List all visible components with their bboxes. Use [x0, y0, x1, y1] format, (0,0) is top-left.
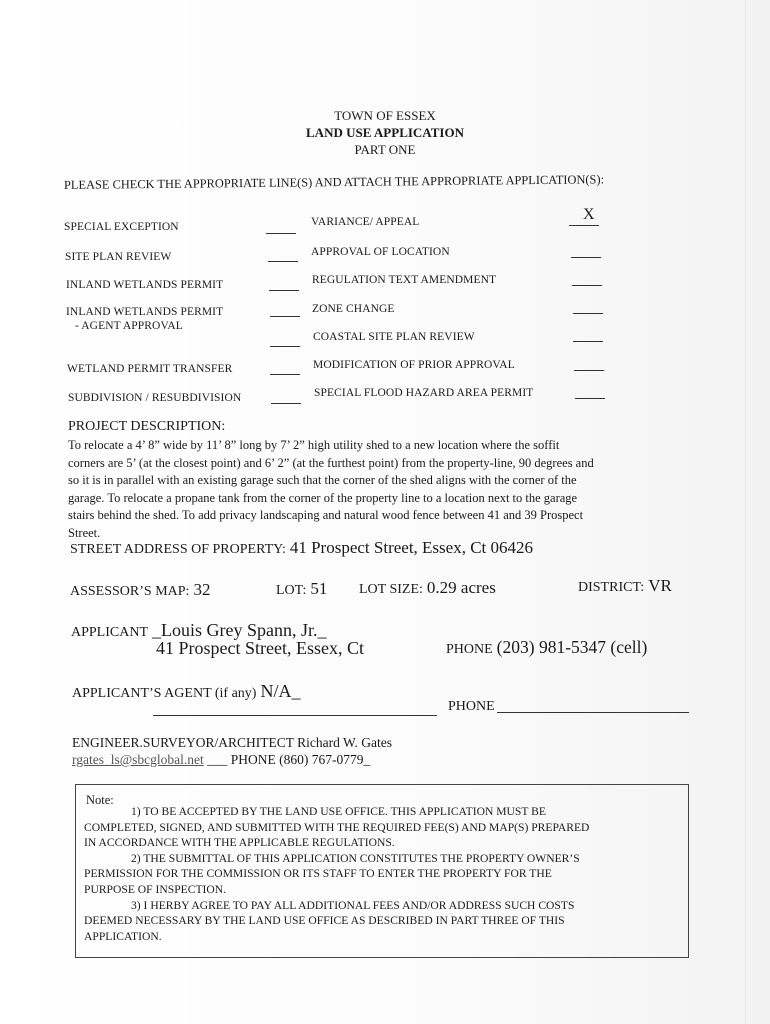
agent-phone-blank-line[interactable] [497, 712, 689, 713]
agent-blank-line[interactable] [153, 715, 437, 716]
project-description-line: Street. [68, 525, 101, 540]
note-line: 3) I HERBY AGREE TO PAY ALL ADDITIONAL FEES AND/OR ADDRESS SUCH COSTS [131, 898, 575, 912]
lot-label: LOT: [276, 583, 307, 598]
check-label-regulation-text: REGULATION TEXT AMENDMENT [312, 274, 497, 286]
assessor-map-field [70, 580, 210, 600]
check-label-wetland-transfer: WETLAND PERMIT TRANSFER [67, 363, 233, 375]
note-body [84, 804, 682, 944]
lot-size-label: LOT SIZE: [359, 582, 423, 597]
street-address-row [70, 538, 533, 558]
check-line-modification[interactable] [574, 370, 604, 371]
applicant-phone-label: PHONE [446, 642, 493, 657]
check-line-wetland-transfer[interactable] [270, 374, 300, 375]
lot-field [276, 579, 327, 599]
check-line-coastal-left[interactable] [270, 346, 300, 347]
engineer-label: ENGINEER.SURVEYOR/ARCHITECT [72, 735, 294, 750]
district-value: VR [648, 576, 672, 595]
check-line-coastal-site-plan[interactable] [573, 341, 603, 342]
engineer-email-link[interactable]: rgates_ls@sbcglobal.net [72, 752, 204, 767]
agent-phone-label: PHONE [448, 699, 495, 714]
agent-label: APPLICANT’S AGENT (if any) [72, 686, 257, 701]
assessor-map-label: ASSESSOR’S MAP: [70, 584, 190, 599]
project-description-line: so it is in parallel with an existing garage such that the corner of the shed aligns with the corner of the [68, 473, 577, 487]
form-part: PART ONE [354, 142, 416, 157]
check-line-inland-wetlands-agent[interactable] [270, 316, 300, 317]
note-line: DEEMED NECESSARY BY THE LAND USE OFFICE AS DESCRIBED IN PART THREE OF THIS [84, 914, 565, 928]
check-line-approval-location[interactable] [571, 257, 601, 258]
district-field [578, 576, 672, 596]
check-line-flood-hazard[interactable] [575, 398, 605, 399]
engineer-row [72, 735, 392, 751]
check-label-site-plan-review: SITE PLAN REVIEW [65, 251, 172, 263]
district-label: DISTRICT: [578, 580, 645, 595]
check-label-subdivision: SUBDIVISION / RESUBDIVISION [68, 392, 242, 404]
engineer-contact-row [72, 752, 370, 768]
project-description-line: stairs behind the shed. To add privacy landscaping and natural wood fence between 41 and 39 Prospect [68, 508, 584, 522]
check-label-special-exception: SPECIAL EXCEPTION [64, 221, 179, 233]
check-label-flood-hazard: SPECIAL FLOOD HAZARD AREA PERMIT [314, 387, 534, 399]
project-description-line: corners are 5’ (at the closest point) and 6’ 2” (at the furthest point) from the property-line, 90 degrees and [68, 455, 594, 470]
check-line-inland-wetlands[interactable] [269, 290, 299, 291]
note-line: COMPLETED, SIGNED, AND SUBMITTED WITH THE REQUIRED FEE(S) AND MAP(S) PREPARED [84, 820, 590, 834]
check-label-zone-change: ZONE CHANGE [312, 303, 395, 315]
applicant-phone-value: (203) 981-5347 (cell) [496, 637, 648, 657]
project-description-line: To relocate a 4’ 8” wide by 11’ 8” long by 7’ 2” high utility shed to a new location where the soffit [68, 438, 560, 452]
check-mark-variance-appeal: X [583, 206, 595, 223]
check-label-inland-wetlands-agent: INLAND WETLANDS PERMIT [66, 306, 224, 318]
check-label-variance-appeal: VARIANCE/ APPEAL [311, 216, 420, 228]
check-line-variance-appeal[interactable] [569, 225, 599, 226]
applicant-label: APPLICANT [71, 625, 149, 640]
note-line: APPLICATION. [84, 929, 162, 943]
engineer-phone: ___ PHONE (860) 767-0779_ [207, 752, 371, 767]
note-line: PERMISSION FOR THE COMMISSION OR ITS STAFF TO ENTER THE PROPERTY FOR THE [84, 867, 552, 881]
project-description-text [68, 437, 693, 542]
project-description-heading: PROJECT DESCRIPTION: [68, 419, 226, 434]
street-address-value: 41 Prospect Street, Essex, Ct 06426 [289, 538, 534, 557]
note-line: PURPOSE OF INSPECTION. [84, 882, 227, 896]
check-line-site-plan-review[interactable] [268, 261, 298, 262]
agent-row [72, 681, 300, 702]
note-line: IN ACCORDANCE WITH THE APPLICABLE REGULATIONS. [84, 836, 395, 850]
applicant-name: _Louis Grey Spann, Jr._ [152, 620, 327, 640]
town-heading: TOWN OF ESSEX [334, 108, 436, 123]
check-sublabel-agent-approval: - AGENT APPROVAL [75, 320, 183, 332]
note-heading: Note: [86, 793, 114, 807]
check-line-zone-change[interactable] [573, 313, 603, 314]
project-description-line: garage. To relocate a propane tank from the corner of the property line to a location next to the garage [68, 490, 578, 505]
check-line-regulation-text[interactable] [572, 285, 602, 286]
note-line: 2) THE SUBMITTAL OF THIS APPLICATION CONSTITUTES THE PROPERTY OWNER’S [131, 851, 580, 865]
check-line-special-exception[interactable] [266, 233, 296, 234]
agent-value: N/A_ [260, 681, 301, 701]
check-label-modification: MODIFICATION OF PRIOR APPROVAL [313, 359, 515, 371]
form-title: LAND USE APPLICATION [306, 125, 464, 140]
street-address-label: STREET ADDRESS OF PROPERTY: [70, 542, 286, 557]
lot-size-field [359, 578, 496, 598]
lot-size-value: 0.29 acres [426, 578, 496, 597]
applicant-phone-row [446, 637, 647, 658]
assessor-map-value: 32 [193, 580, 211, 599]
check-label-coastal-site-plan: COASTAL SITE PLAN REVIEW [313, 331, 475, 343]
check-label-inland-wetlands: INLAND WETLANDS PERMIT [66, 279, 224, 291]
lot-value: 51 [310, 579, 328, 598]
instruction-text: PLEASE CHECK THE APPROPRIATE LINE(S) AND ATTACH THE APPROPRIATE APPLICATION(S): [63, 172, 605, 192]
note-line: 1) TO BE ACCEPTED BY THE LAND USE OFFICE. THIS APPLICATION MUST BE [131, 805, 546, 818]
applicant-address: 41 Prospect Street, Essex, Ct [156, 638, 364, 658]
engineer-name: Richard W. Gates [297, 735, 393, 750]
check-line-subdivision[interactable] [271, 403, 301, 404]
check-label-approval-location: APPROVAL OF LOCATION [311, 246, 450, 258]
